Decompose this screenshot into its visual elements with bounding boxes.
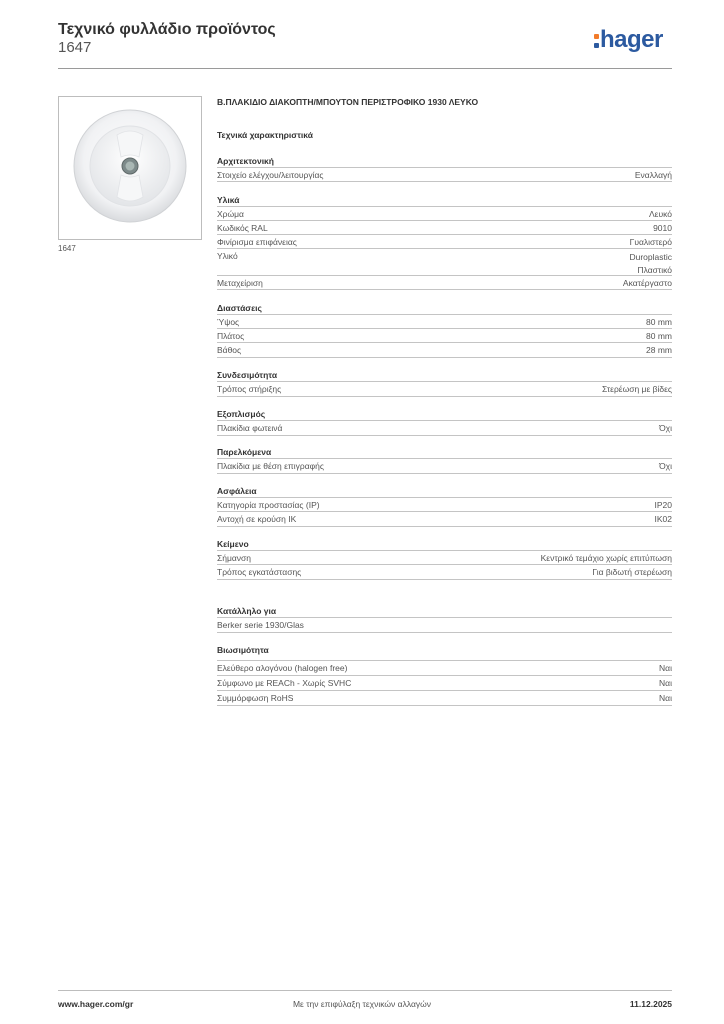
section-title-equipment: Εξοπλισμός [217, 409, 266, 419]
spec-label: Κωδικός RAL [217, 223, 268, 233]
section-title-architecture: Αρχιτεκτονική [217, 156, 274, 166]
product-code: 1647 [58, 39, 92, 56]
hager-logo [594, 26, 663, 54]
spec-label: Σήμανση [217, 553, 252, 563]
footer-divider [58, 990, 672, 991]
spec-value: Στερέωση με βίδες [601, 384, 672, 394]
spec-value: 80 mm [646, 331, 672, 341]
spec-value: IK02 [654, 514, 672, 524]
spec-row [217, 420, 672, 434]
spec-row [217, 206, 672, 220]
spec-label: Υλικό [217, 251, 238, 261]
spec-row [217, 458, 672, 472]
section-title-dimensions: Διαστάσεις [217, 303, 262, 313]
product-image [58, 96, 202, 240]
spec-value: Ακατέργαστο [622, 278, 672, 288]
row-divider [217, 473, 672, 474]
section-title-safety: Ασφάλεια [217, 486, 257, 496]
spec-row [217, 550, 672, 564]
spec-label: Πλάτος [217, 331, 245, 341]
row-divider [217, 579, 672, 580]
spec-value: Όχι [659, 461, 672, 471]
tech-heading: Τεχνικά χαρακτηριστικά [217, 130, 313, 140]
row-divider [217, 632, 672, 633]
spec-label: Βάθος [217, 345, 242, 355]
spec-label: Berker serie 1930/Glas [217, 620, 304, 630]
header-divider [58, 68, 672, 69]
spec-label: Τρόπος εγκατάστασης [217, 567, 302, 577]
row-divider [217, 705, 672, 706]
spec-label: Αντοχή σε κρούση IK [217, 514, 297, 524]
spec-value: Ναι [659, 663, 672, 673]
spec-row [217, 220, 672, 234]
row-divider [217, 357, 672, 358]
logo-dots-icon [594, 32, 599, 48]
spec-value: Κεντρικό τεμάχιο χωρίς επιτύπωση [540, 553, 672, 563]
spec-row [217, 275, 672, 289]
section-title-materials: Υλικά [217, 195, 240, 205]
logo-text: hager [600, 26, 663, 53]
spec-row [217, 167, 672, 181]
spec-label: Στοιχείο ελέγχου/λειτουργίας [217, 170, 324, 180]
spec-value: Ναι [659, 693, 672, 703]
section-title-accessories: Παρελκόμενα [217, 447, 272, 457]
spec-label: Τρόπος στήριξης [217, 384, 282, 394]
spec-label: Μεταχείριση [217, 278, 263, 288]
section-title-connectivity: Συνδεσιμότητα [217, 370, 278, 380]
spec-value-multi [629, 251, 672, 277]
spec-value: 28 mm [646, 345, 672, 355]
spec-row [217, 328, 672, 342]
spec-label: Ελεύθερο αλογόνου (halogen free) [217, 663, 348, 673]
spec-value: Γυαλιστερό [629, 237, 672, 247]
row-divider [217, 396, 672, 397]
spec-value: Για βιδωτή στερέωση [592, 567, 672, 577]
document-title: Τεχνικό φυλλάδιο προϊόντος [58, 21, 276, 38]
spec-row [217, 497, 672, 511]
spec-row [217, 617, 672, 631]
spec-value: Εναλλαγή [634, 170, 672, 180]
spec-label: Κατηγορία προστασίας (IP) [217, 500, 320, 510]
spec-row [217, 342, 672, 356]
spec-label: Ύψος [217, 317, 240, 327]
spec-value: Όχι [659, 423, 672, 433]
spec-value: IP20 [654, 500, 672, 510]
row-divider [217, 181, 672, 182]
footer-website-link[interactable]: www.hager.com/gr [58, 999, 134, 1009]
row-divider [217, 435, 672, 436]
spec-label: Πλακίδια με θέση επιγραφής [217, 461, 324, 471]
row-divider [217, 526, 672, 527]
spec-row [217, 511, 672, 525]
spec-row [217, 564, 672, 578]
product-title: Β.ΠΛΑΚΙΔΙΟ ΔΙΑΚΟΠΤΗ/ΜΠΟΥΤΟΝ ΠΕΡΙΣΤΡΟΦΙΚΟ 1930 ΛΕΥΚΟ [217, 97, 479, 107]
footer-date: 11.12.2025 [629, 999, 672, 1009]
spec-value: 9010 [653, 223, 672, 233]
spec-row [217, 690, 672, 704]
section-title-suitable: Κατάλληλο για [217, 606, 277, 616]
spec-row [217, 248, 672, 275]
spec-value: Πλαστικό [637, 265, 672, 275]
spec-label: Φινίρισμα επιφάνειας [217, 237, 297, 247]
spec-row [217, 381, 672, 395]
spec-row [217, 234, 672, 248]
section-title-text: Κείμενο [217, 539, 249, 549]
spec-value: Duroplastic [629, 252, 672, 262]
footer-notice: Με την επιφύλαξη τεχνικών αλλαγών [292, 999, 432, 1009]
row-divider [217, 289, 672, 290]
spec-row [217, 660, 672, 674]
spec-value: Ναι [659, 678, 672, 688]
spec-label: Σύμφωνο με REACh - Χωρίς SVHC [217, 678, 352, 688]
round-switch-plate-image [59, 97, 201, 239]
spec-label: Πλακίδια φωτεινά [217, 423, 283, 433]
spec-label: Συμμόρφωση RoHS [217, 693, 294, 703]
spec-label: Χρώμα [217, 209, 244, 219]
image-caption: 1647 [58, 244, 76, 253]
spec-value: 80 mm [646, 317, 672, 327]
spec-row [217, 675, 672, 689]
section-title-sustainability: Βιωσιμότητα [217, 645, 269, 655]
spec-row [217, 314, 672, 328]
spec-value: Λευκό [649, 209, 672, 219]
